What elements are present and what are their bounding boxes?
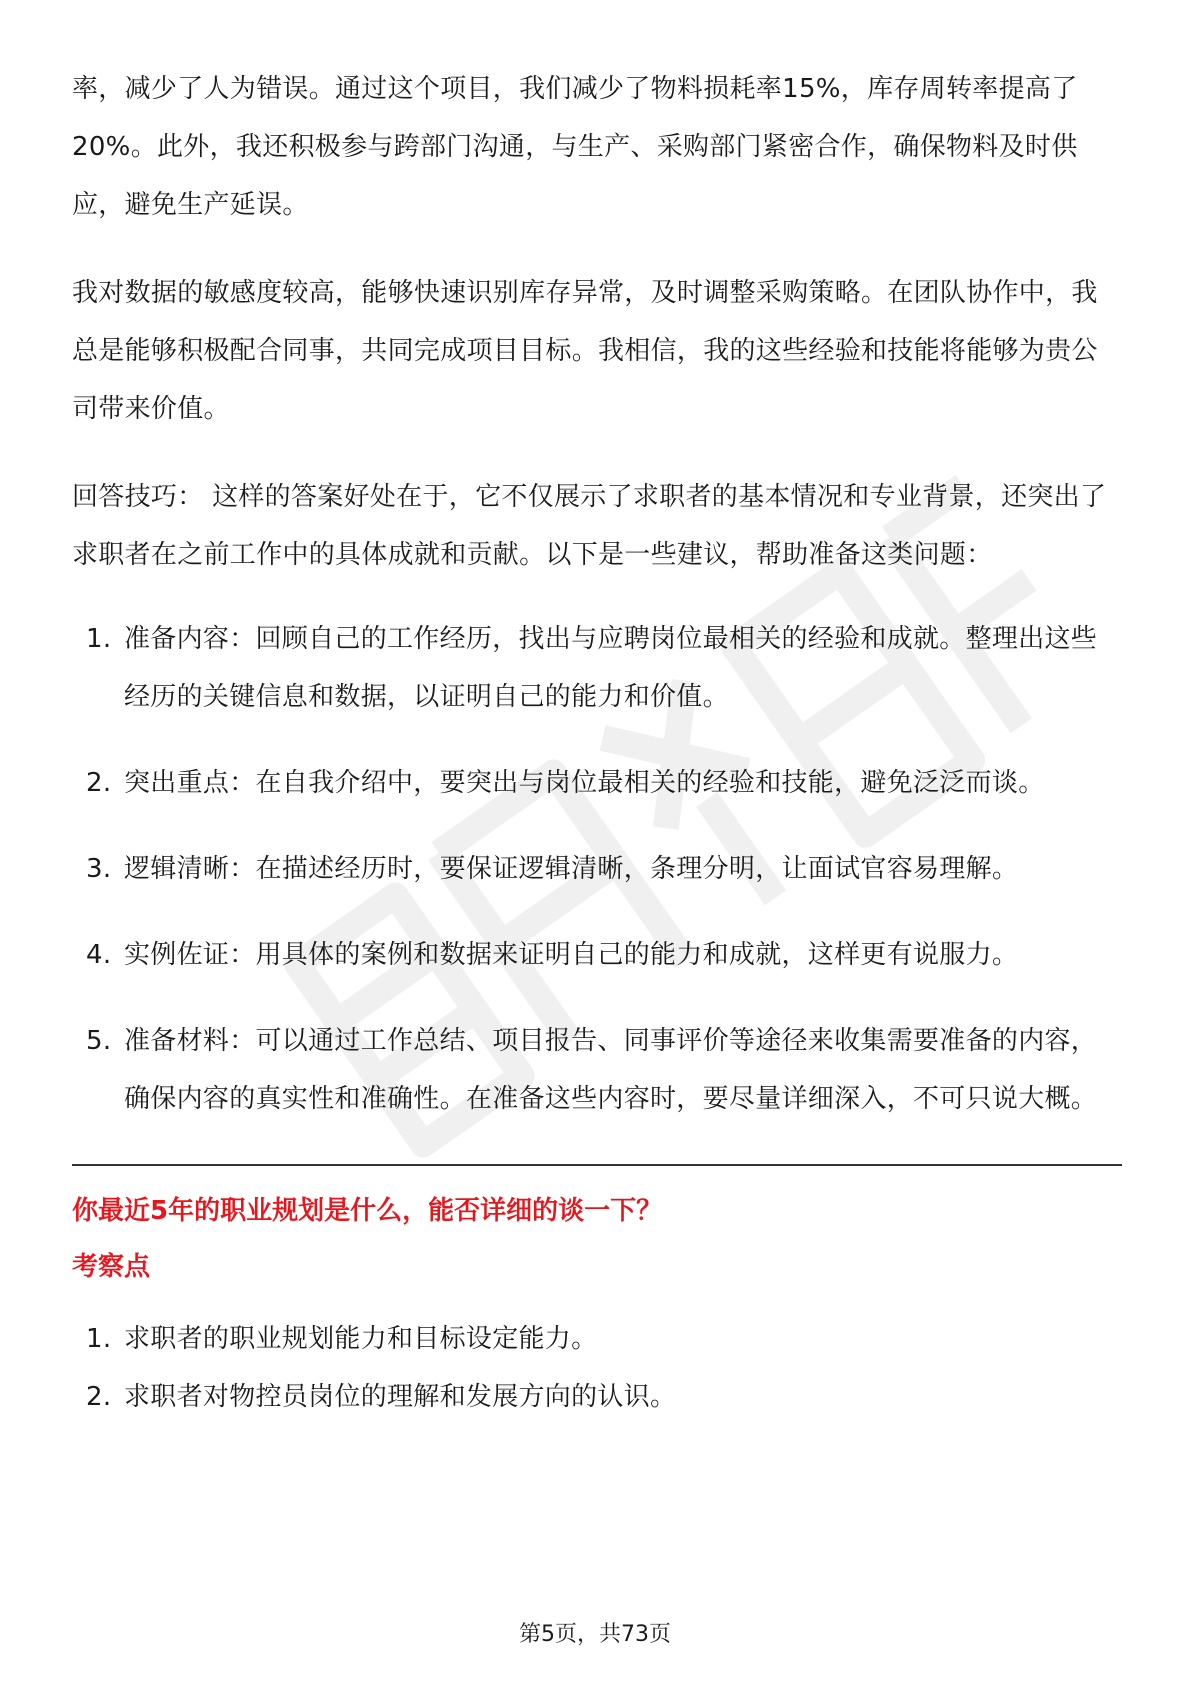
list-item [72, 1310, 1122, 1368]
section-divider [72, 1164, 1122, 1166]
assessment-points-list [72, 1310, 1122, 1426]
list-item [72, 754, 1122, 812]
list-item [72, 1012, 1122, 1128]
list-item [72, 1368, 1122, 1426]
tips-list [72, 610, 1122, 1128]
list-number: 4. [86, 940, 112, 970]
list-text: 准备材料：可以通过工作总结、项目报告、同事评价等途径来收集需要准备的内容，确保内容的真实性和准确性。在准备这些内容时，要尽量详细深入，不可只说大概。 [124, 1026, 1098, 1114]
list-text: 突出重点：在自我介绍中，要突出与岗位最相关的经验和技能，避免泛泛而谈。 [124, 768, 1045, 798]
list-item [72, 926, 1122, 984]
page-footer: 第5页，共73页 [519, 1622, 671, 1647]
question-heading: 你最近5年的职业规划是什么，能否详细的谈一下？ [72, 1196, 663, 1226]
page-content [72, 60, 1122, 1426]
list-item [72, 840, 1122, 898]
list-text: 实例佐证：用具体的案例和数据来证明自己的能力和成就，这样更有说服力。 [124, 940, 1019, 970]
list-number: 2. [86, 768, 112, 798]
list-number: 1. [86, 1324, 112, 1354]
list-text: 求职者的职业规划能力和目标设定能力。 [124, 1324, 598, 1354]
list-text: 准备内容：回顾自己的工作经历，找出与应聘岗位最相关的经验和成就。整理出这些经历的关键信息和数据，以证明自己的能力和价值。 [124, 624, 1098, 712]
subheading-assessment-points: 考察点 [72, 1252, 151, 1282]
paragraph-skills: 我对数据的敏感度较高，能够快速识别库存异常，及时调整采购策略。在团队协作中，我总是能够积极配合同事，共同完成项目目标。我相信，我的这些经验和技能将能够为贵公司带来价值。 [72, 278, 1098, 424]
list-item [72, 610, 1122, 726]
list-number: 1. [86, 624, 112, 654]
list-number: 3. [86, 854, 112, 884]
list-text: 逻辑清晰：在描述经历时，要保证逻辑清晰，条理分明，让面试官容易理解。 [124, 854, 1019, 884]
list-number: 5. [86, 1026, 112, 1056]
list-number: 2. [86, 1382, 112, 1412]
paragraph-achievements: 率，减少了人为错误。通过这个项目，我们减少了物料损耗率15%，库存周转率提高了20%。此外，我还积极参与跨部门沟通，与生产、采购部门紧密合作，确保物料及时供应，避免生产延误。 [72, 74, 1078, 220]
paragraph-answer-tips: 回答技巧： 这样的答案好处在于，它不仅展示了求职者的基本情况和专业背景，还突出了求职者在之前工作中的具体成就和贡献。以下是一些建议，帮助准备这类问题： [72, 482, 1107, 570]
list-text: 求职者对物控员岗位的理解和发展方向的认识。 [124, 1382, 677, 1412]
